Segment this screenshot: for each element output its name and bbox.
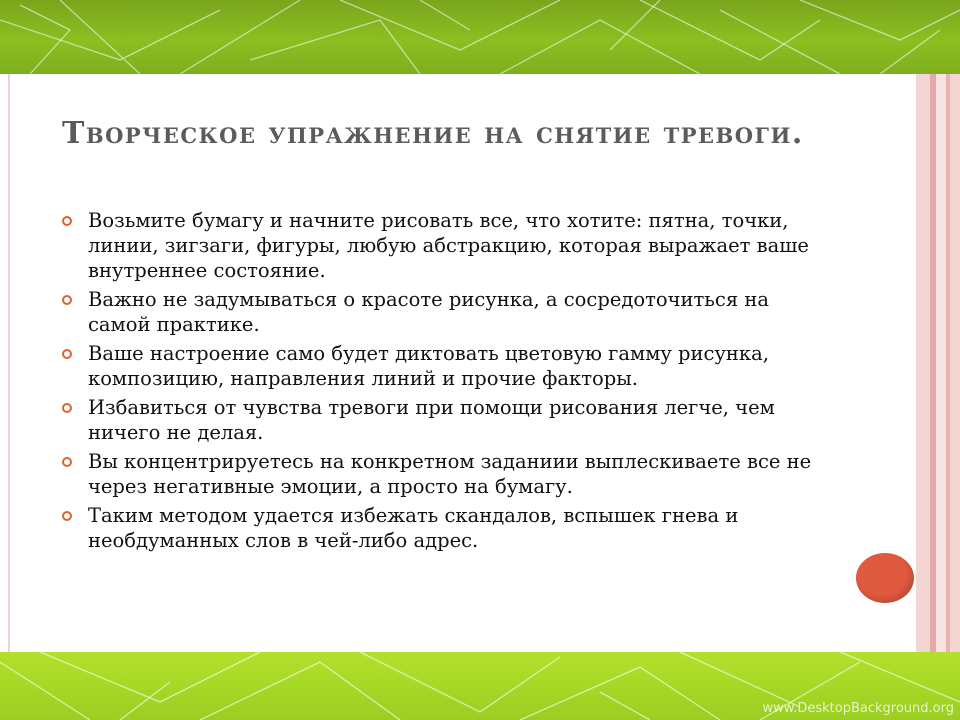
- accent-circle-decoration: [856, 553, 914, 603]
- list-item: [62, 341, 822, 391]
- list-item: [62, 287, 822, 337]
- bullet-circle-icon: [62, 511, 72, 521]
- bullet-list: [62, 208, 822, 557]
- top-decorative-band: [0, 0, 960, 74]
- bullet-circle-icon: [62, 295, 72, 305]
- list-item: [62, 449, 822, 499]
- list-item: [62, 395, 822, 445]
- right-stripe-decoration: [916, 74, 960, 652]
- bullet-text: Избавиться от чувства тревоги при помощи рисования легче, чем ничего не делая.: [88, 396, 775, 444]
- top-branch-pattern: [0, 0, 960, 74]
- bottom-decorative-band: [0, 652, 960, 720]
- bullet-text: Важно не задумываться о красоте рисунка, а сосредоточиться на самой практике.: [88, 288, 769, 336]
- list-item: [62, 208, 822, 283]
- watermark-text: www.DesktopBackground.org: [762, 701, 954, 716]
- bullet-circle-icon: [62, 403, 72, 413]
- bullet-circle-icon: [62, 216, 72, 226]
- list-item: [62, 503, 822, 553]
- bullet-text: Возьмите бумагу и начните рисовать все, что хотите: пятна, точки, линии, зигзаги, фигуры, любую абстракцию, которая выражает ваше внутреннее состояние.: [88, 209, 809, 282]
- bullet-circle-icon: [62, 457, 72, 467]
- bullet-text: Вы концентрируетесь на конкретном заданиии выплескиваете все не через негативные эмоции, а просто на бумагу.: [88, 450, 812, 498]
- left-divider-line: [8, 74, 10, 652]
- bullet-text: Таким методом удается избежать скандалов, вспышек гнева и необдуманных слов в чей-либо адрес.: [88, 504, 739, 552]
- slide-title: Творческое упражнение на снятие тревоги.: [62, 116, 804, 151]
- bullet-text: Ваше настроение само будет диктовать цветовую гамму рисунка, композицию, направления линий и прочие факторы.: [88, 342, 769, 390]
- bullet-circle-icon: [62, 349, 72, 359]
